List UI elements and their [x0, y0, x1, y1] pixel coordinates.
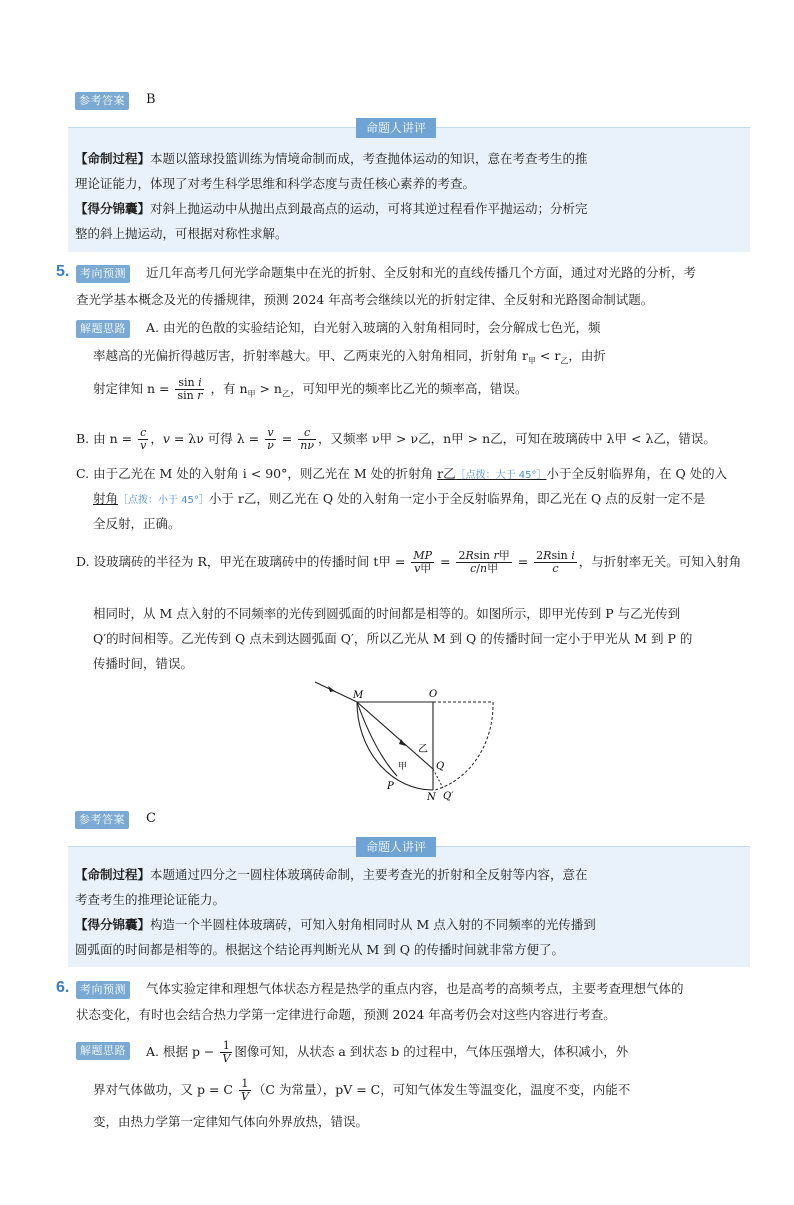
option-c-text: C. 由于乙光在 M 处的入射角 i < 90°，则乙光在 M 处的折射角 r乙［点拨：大于 45°］小于全反射临界角，在 Q 处的入 [76, 466, 728, 481]
label-O: O [429, 689, 438, 700]
option-d-text: 相同时，从 M 点入射的不同频率的光传到圆弧面的时间都是相等的。如图所示，即甲光传到 P 与乙光传到 [93, 606, 681, 621]
idea-tag: 解题思路 [76, 1042, 130, 1060]
forecast-text: 近几年高考几何光学命题集中在光的折射、全反射和光的直线传播几个方面，通过对光路的分析，考 [146, 265, 697, 280]
process-line: 【命制过程】本题通过四分之一圆柱体玻璃砖命制，主要考查光的折射和全反射等内容，意在 [75, 867, 588, 882]
tip-line: 【得分锦囊】构造一个半圆柱体玻璃砖，可知入射角相同时从 M 点入射的不同频率的光传播到 [75, 917, 596, 932]
optics-diagram [305, 672, 505, 807]
process-line: 【命制过程】本题以篮球投篮训练为情境命制而成，考查抛体运动的知识，意在考查考生的推 [75, 151, 588, 166]
answer-tag: 参考答案 [75, 92, 129, 110]
option-b-text: B. 由 n = $\frac{c}{v}$ ，v = λν 可得 λ = $\frac{v}{\nu}$ = $\frac{c}{n\nu}$ ，又频率 ν甲 > ν乙，n甲 > n乙，可知在玻璃砖中 λ甲 < λ乙，错误。 [76, 426, 716, 452]
option-d-text: Q′的时间相等。乙光传到 Q 点未到达圆弧面 Q′，所以乙光从 M 到 Q 的传播时间一定小于甲光从 M 到 P 的 [93, 631, 693, 646]
option-c-text: 全反射，正确。 [93, 516, 181, 531]
tip-line: 圆弧面的时间都是相等的。根据这个结论再判断光从 M 到 Q 的传播时间就非常方便了。 [75, 942, 564, 957]
option-d-text: 传播时间，错误。 [93, 656, 194, 671]
idea-tag: 解题思路 [76, 320, 130, 338]
commentary-title: 命题人讲评 [356, 837, 436, 857]
forecast-tag: 考向预测 [76, 265, 130, 283]
forecast-text: 状态变化，有时也会结合热力学第一定律进行命题，预测 2024 年高考仍会对这些内容进行考查。 [76, 1007, 616, 1022]
answer-value: C [146, 811, 156, 826]
option-a-text: 界对气体做功，又 p = C $\frac{1}{V}$ （C 为常量），pV = C，可知气体发生等温变化，温度不变，内能不 [93, 1077, 631, 1103]
tip-line: 【得分锦囊】对斜上抛运动中从抛出点到最高点的运动，可将其逆过程看作平抛运动；分析完 [75, 201, 588, 216]
question-number: 5. [56, 263, 70, 280]
option-a-text: 率越高的光偏折得越厉害，折射率越大。甲、乙两束光的入射角相同，折射角 $r_甲 < r_乙$，由折 [93, 348, 606, 366]
label-N: N [427, 792, 436, 803]
question-number: 6. [56, 979, 70, 996]
forecast-text: 查光学基本概念及光的传播规律，预测 2024 年高考会继续以光的折射定律、全反射和光路图命制试题。 [76, 292, 654, 307]
label-M: M [353, 690, 364, 701]
ray-jia [357, 702, 397, 776]
commentary-title: 命题人讲评 [356, 118, 436, 138]
answer-tag: 参考答案 [75, 811, 129, 829]
tip-line: 整的斜上抛运动，可根据对称性求解。 [75, 226, 288, 241]
label-P: P [387, 781, 394, 792]
answer-value: B [146, 92, 156, 107]
incident-ray [315, 682, 357, 702]
option-a-text: 变，由热力学第一定律知气体向外界放热，错误。 [93, 1114, 369, 1129]
label-jia: 甲 [398, 762, 408, 772]
process-line: 理论证能力，体现了对考生科学思维和科学态度与责任核心素养的考查。 [75, 176, 476, 191]
label-Q: Q [436, 761, 445, 772]
option-d-text: D. 设玻璃砖的半径为 R，甲光在玻璃砖中的传播时间 t甲 = $\frac{MP}{\text{v甲}}$ = $\frac{\text{2Rsin r甲}}{\text{c/n甲}}$ = $\frac{\text{2Rsin i}}{c}$ ，与折射率无关。可知入射角 [76, 549, 742, 575]
label-yi: 乙 [418, 744, 428, 755]
option-c-text: 射角［点拨：小于 45°］小于 r乙，则乙光在 Q 处的入射角一定小于全反射临界角，即乙光在 Q 点的反射一定不是 [93, 491, 706, 506]
option-a-text: 射定律知 n = $\frac{\text{sin i}}{\text{sin r}}$ ，有 $n_甲 > n_乙$，可知甲光的频率比乙光的频率高，错误。 [93, 376, 528, 402]
dashed-arc [435, 702, 493, 790]
forecast-text: 气体实验定律和理想气体状态方程是热学的重点内容，也是高考的高频考点，主要考查理想气体的 [146, 981, 684, 996]
process-line: 考查考生的推理论证能力。 [75, 892, 226, 907]
label-Qprime: Q′ [443, 791, 454, 802]
incident-arrow [328, 686, 335, 692]
ray-yi [357, 702, 433, 769]
option-a-text: A. 根据 p − $\frac{1}{V}$ 图像可知，从状态 a 到状态 b 的过程中，气体压强增大，体积减小，外 [146, 1039, 629, 1065]
option-a-text: A. 由光的色散的实验结论知，白光射入玻璃的入射角相同时，会分解成七色光，频 [146, 320, 601, 335]
forecast-tag: 考向预测 [76, 981, 130, 999]
